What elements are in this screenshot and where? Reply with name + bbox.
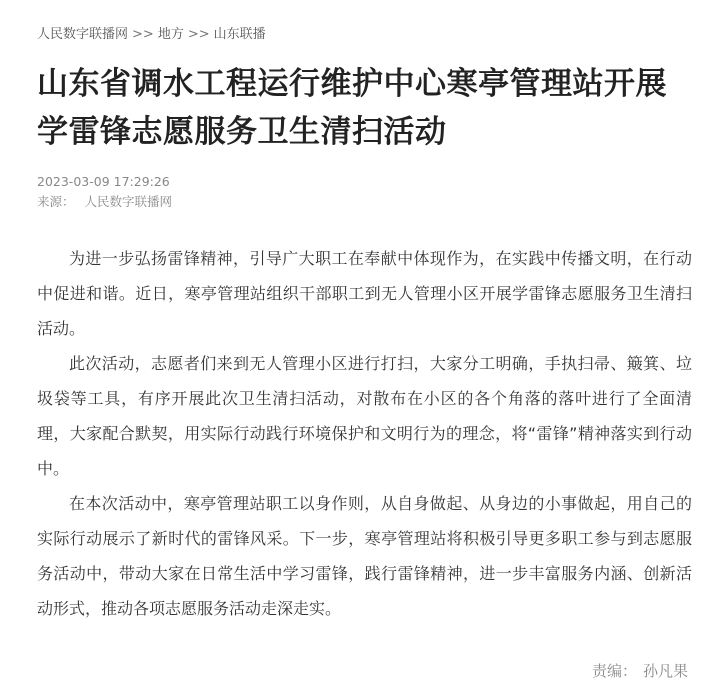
breadcrumb-separator: >> bbox=[132, 27, 154, 42]
source-label: 来源： bbox=[37, 194, 75, 209]
article-title: 山东省调水工程运行维护中心寒亭管理站开展学雷锋志愿服务卫生清扫活动 bbox=[37, 66, 667, 150]
editor-name: 孙凡果 bbox=[642, 662, 688, 680]
article-source bbox=[37, 192, 172, 212]
editor-label: 责编： bbox=[591, 662, 637, 680]
publish-datetime: 2023-03-09 17:29:26 bbox=[37, 174, 170, 189]
breadcrumb-item-shandong[interactable]: 山东联播 bbox=[213, 27, 266, 42]
article-editor bbox=[592, 660, 688, 682]
article-meta bbox=[37, 172, 172, 212]
article-paragraph: 在本次活动中，寒亭管理站职工以身作则，从自身做起、从身边的小事做起，用自己的实际行动展示了新时代的雷锋风采。下一步，寒亭管理站将积极引导更多职工参与到志愿服务活动中，带动大家在日常生活中学习雷锋，践行雷锋精神，进一步丰富服务内涵、创新活动形式，推动各项志愿服务活动走深走实。 bbox=[37, 494, 692, 618]
article-body bbox=[37, 241, 692, 626]
breadcrumb-separator: >> bbox=[187, 27, 210, 42]
breadcrumb-item-local[interactable]: 地方 bbox=[157, 27, 184, 42]
article-paragraph: 为进一步弘扬雷锋精神，引导广大职工在奉献中体现作为，在实践中传播文明，在行动中促进和谐。近日，寒亭管理站组织干部职工到无人管理小区开展学雷锋志愿服务卫生清扫活动。 bbox=[37, 249, 692, 338]
source-name: 人民数字联播网 bbox=[84, 194, 173, 209]
breadcrumb bbox=[37, 26, 266, 44]
breadcrumb-item-home[interactable]: 人民数字联播网 bbox=[37, 27, 129, 42]
article-paragraph: 此次活动，志愿者们来到无人管理小区进行打扫，大家分工明确，手执扫帚、簸箕、垃圾袋等工具，有序开展此次卫生清扫活动，对散布在小区的各个角落的落叶进行了全面清理，大家配合默契，用实际行动践行环境保护和文明行为的理念，将“雷锋”精神落实到行动中。 bbox=[37, 354, 692, 478]
